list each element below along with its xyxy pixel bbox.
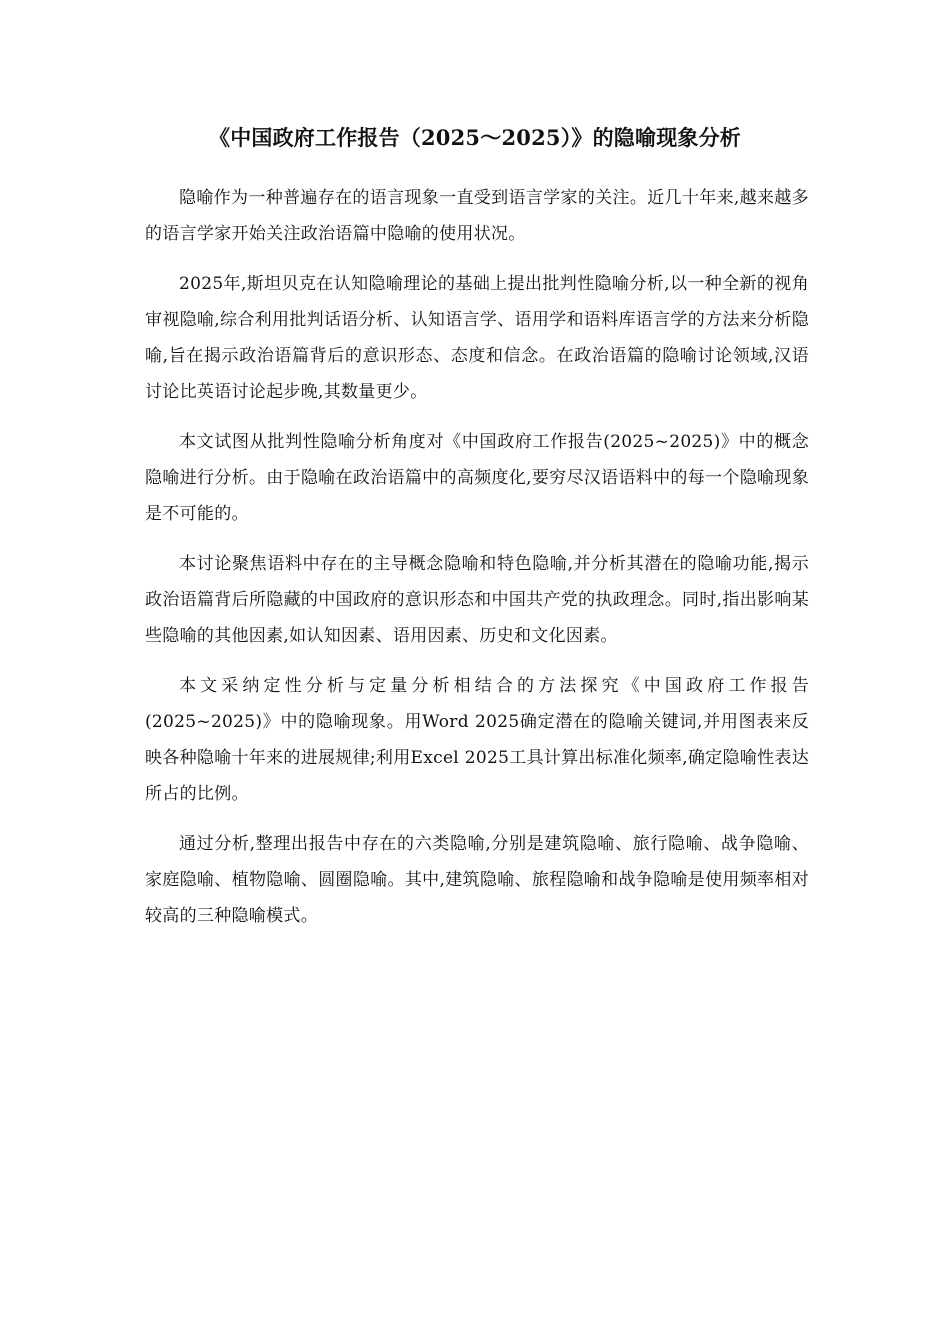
document-body [145, 180, 809, 948]
paragraph: 2025年,斯坦贝克在认知隐喻理论的基础上提出批判性隐喻分析,以一种全新的视角审视隐喻,综合利用批判话语分析、认知语言学、语用学和语料库语言学的方法来分析隐喻,旨在揭示政治语篇背后的意识形态、态度和信念。在政治语篇的隐喻讨论领域,汉语讨论比英语讨论起步晚,其数量更少。 [145, 274, 809, 402]
document-title: 《中国政府工作报告（2025～2025）》的隐喻现象分析 [209, 125, 741, 150]
paragraph: 本讨论聚焦语料中存在的主导概念隐喻和特色隐喻,并分析其潜在的隐喻功能,揭示政治语篇背后所隐藏的中国政府的意识形态和中国共产党的执政理念。同时,指出影响某些隐喻的其他因素,如认知因素、语用因素、历史和文化因素。 [145, 554, 809, 646]
paragraph: 本文采纳定性分析与定量分析相结合的方法探究《中国政府工作报告(2025~2025)》中的隐喻现象。用Word 2025确定潜在的隐喻关键词,并用图表来反映各种隐喻十年来的进展规律;利用Excel 2025工具计算出标准化频率,确定隐喻性表达所占的比例。 [145, 676, 810, 804]
paragraph: 通过分析,整理出报告中存在的六类隐喻,分别是建筑隐喻、旅行隐喻、战争隐喻、家庭隐喻、植物隐喻、圆圈隐喻。其中,建筑隐喻、旅程隐喻和战争隐喻是使用频率相对较高的三种隐喻模式。 [145, 834, 809, 926]
paragraph: 本文试图从批判性隐喻分析角度对《中国政府工作报告(2025~2025)》中的概念隐喻进行分析。由于隐喻在政治语篇中的高频度化,要穷尽汉语语料中的每一个隐喻现象是不可能的。 [145, 432, 809, 524]
paragraph: 隐喻作为一种普遍存在的语言现象一直受到语言学家的关注。近几十年来,越来越多的语言学家开始关注政治语篇中隐喻的使用状况。 [145, 188, 809, 244]
